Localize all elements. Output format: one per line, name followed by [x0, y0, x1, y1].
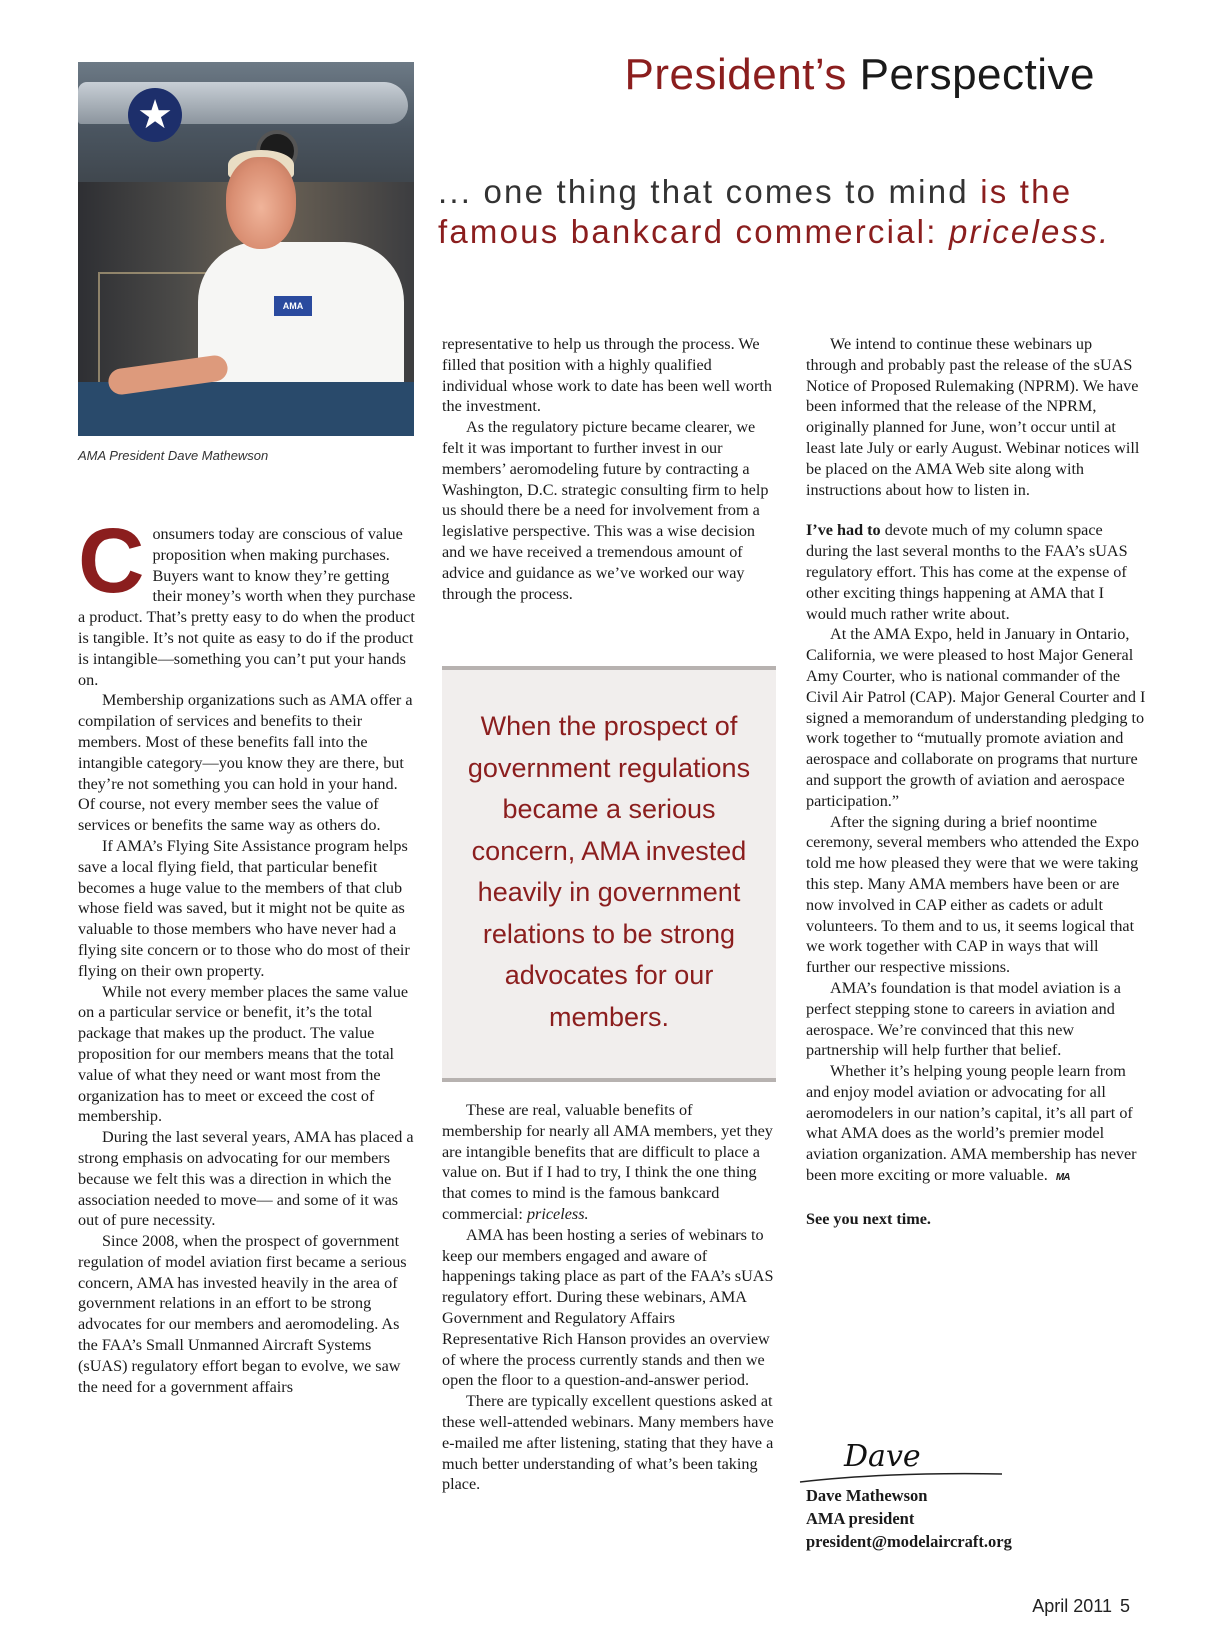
lead-in: I’ve had to — [806, 521, 881, 540]
head-shape — [226, 157, 296, 249]
president-photo — [78, 62, 414, 436]
paragraph — [78, 510, 418, 690]
paragraph: If AMA’s Flying Site Assistance program helps save a local flying field, that particular benefit becomes a huge value to the members of that club whose field was saved, but it might not be quite as valuable to those members who have never had a flying site concern or to those who do most of their flying on their own property. — [78, 836, 410, 980]
article-column-1 — [78, 510, 418, 1397]
pull-quote-part2: is the famous bankcard commercial: — [438, 173, 1073, 250]
paragraph — [806, 520, 1146, 624]
paragraph: During the last several years, AMA has placed a strong emphasis on advocating for our members because we felt this was a direction in which the association needed to move— and some of it was out of pure necessity. — [78, 1128, 414, 1230]
page-number: 5 — [1119, 1596, 1130, 1616]
author-email: president@modelaircraft.org — [806, 1532, 1012, 1551]
end-mark: MA — [1055, 1172, 1070, 1184]
paragraph-text: Whether it’s helping young people learn from and enjoy model aviation or advocating for all aeromodelers in our nation’s capital, it’s all part of what AMA does as the world’s premier model aviation organization. AMA membership has never been more exciting or more valuable. — [806, 1062, 1137, 1185]
title-part1: President’s — [624, 50, 847, 99]
paragraph: representative to help us through the process. We filled that position with a highly qualified individual whose work to date has been well worth the investment. — [442, 335, 772, 416]
title-part2: Perspective — [859, 50, 1095, 99]
paragraph-text: onsumers today are conscious of value proposition when making purchases. Buyers want to know they’re getting their money’s worth when they purchase a product. That’s pretty easy to do when the product is tangible. It’s not quite as easy to do if the product is intangible—something you can’t put your hands on. — [78, 525, 416, 689]
author-name: Dave Mathewson — [806, 1486, 928, 1505]
paragraph: While not every member places the same value on a particular service or benefit, it’s the total package that makes up the product. The value proposition for our members means that the total value of what they need or want most from the organization has to meet or exceed the cost of membership. — [78, 982, 409, 1126]
italic-word: priceless. — [526, 1204, 589, 1223]
paragraph: Since 2008, when the prospect of government regulation of model aviation first became a serious concern, AMA has invested heavily in the area of government relations in an effort to be strong advocates for our members and aeromodeling. As the FAA’s Small Unmanned Aircraft Systems (sUAS) regulatory effort began to evolve, we saw the need for a government affairs — [78, 1232, 407, 1396]
article-column-3 — [806, 334, 1146, 1230]
page-footer — [1032, 1596, 1130, 1617]
callout-box — [442, 666, 776, 1082]
photo-caption: AMA President Dave Mathewson — [78, 448, 269, 463]
paragraph: At the AMA Expo, held in January in Ontario, California, we were pleased to host Major General Amy Courter, who is national commander of the Civil Air Patrol (CAP). Major General Courter and I signed a memorandum of understanding pledging to work together to “mutually promote aviation and aerospace and collaborate on programs that nurture and support the growth of aviation and aerospace participation.” — [806, 625, 1146, 810]
shirt-logo: AMA — [274, 296, 312, 316]
callout-text: When the prospect of government regulations became a serious concern, AMA invested heavily in government relations to be strong advocates for our members. — [467, 711, 751, 1032]
signature-script: Dave — [844, 1439, 921, 1474]
article-column-2-bottom — [442, 1100, 774, 1495]
paragraph-text: These are real, valuable benefits of membership for nearly all AMA members, yet they are intangible benefits that are difficult to place a value on. But if I had to try, I think the one thing that comes to mind is the famous bankcard commercial: — [442, 1101, 773, 1223]
paragraph: AMA has been hosting a series of webinars to keep our members engaged and aware of happenings taking place as part of the FAA’s sUAS regulatory effort. During these webinars, AMA Government and Regulatory Affairs Representative Rich Hanson provides an overview of where the process currently stands and then we open the floor to a question-and-answer period. — [442, 1225, 774, 1390]
author-role: AMA president — [806, 1509, 915, 1528]
aircraft-shape — [78, 82, 408, 137]
drop-cap: C — [78, 510, 145, 612]
paragraph — [442, 1100, 774, 1225]
paragraph: After the signing during a brief noontime ceremony, several members who attended the Expo told me how pleased they were that we were taking this step. Many AMA members have been or are now involved in CAP either as cadets or adult volunteers. To them and to us, it seems logical that we work together with CAP in ways that will further our respective missions. — [806, 812, 1139, 977]
issue-date: April 2011 — [1032, 1596, 1112, 1616]
paragraph: There are typically excellent questions asked at these well-attended webinars. Many members have e-mailed me after listening, stating that they have a much better understanding of what’s been taking place. — [442, 1392, 774, 1494]
page-title — [625, 50, 1096, 100]
star-insignia-icon: ★ — [128, 88, 182, 142]
paragraph-text: devote much of my column space during the last several months to the FAA’s sUAS regulatory effort. This has come at the expense of other exciting things happening at AMA that I would much rather write about. — [806, 521, 1128, 623]
paragraph: Membership organizations such as AMA offer a compilation of services and benefits to their members. Most of these benefits fall into the intangible category—you know they are there, but they’re not something you can hold in your hand. Of course, not every member sees the value of services or benefits the same way as others do. — [78, 691, 413, 835]
signature-block — [806, 1484, 1126, 1553]
pull-quote — [438, 172, 1138, 252]
paragraph: We intend to continue these webinars up through and probably past the release of the sUAS Notice of Proposed Rulemaking (NPRM). We have been informed that the release of the NPRM, originally planned for June, won’t occur until at least late July or early August. Webinar notices will be placed on the AMA Web site along with instructions about how to listen in. — [806, 335, 1140, 499]
pull-quote-part3: priceless. — [948, 213, 1111, 250]
paragraph: As the regulatory picture became clearer, we felt it was important to further invest in our members’ aeromodeling future by contracting a Washington, D.C. strategic consulting firm to help us should there be a need for involvement from a legislative perspective. This was a wise decision and we have received a tremendous amount of advice and guidance as we’ve worked our way through the process. — [442, 418, 769, 603]
signature-graphic — [796, 1422, 1006, 1492]
closing-line: See you next time. — [806, 1209, 931, 1228]
paragraph: AMA’s foundation is that model aviation is a perfect stepping stone to careers in aviation and aerospace. We’re convinced that this new partnership will help further that belief. — [806, 978, 1121, 1060]
paragraph — [806, 1061, 1146, 1189]
article-column-2-top — [442, 334, 774, 604]
pull-quote-part1: ... one thing that comes to mind — [438, 173, 981, 210]
